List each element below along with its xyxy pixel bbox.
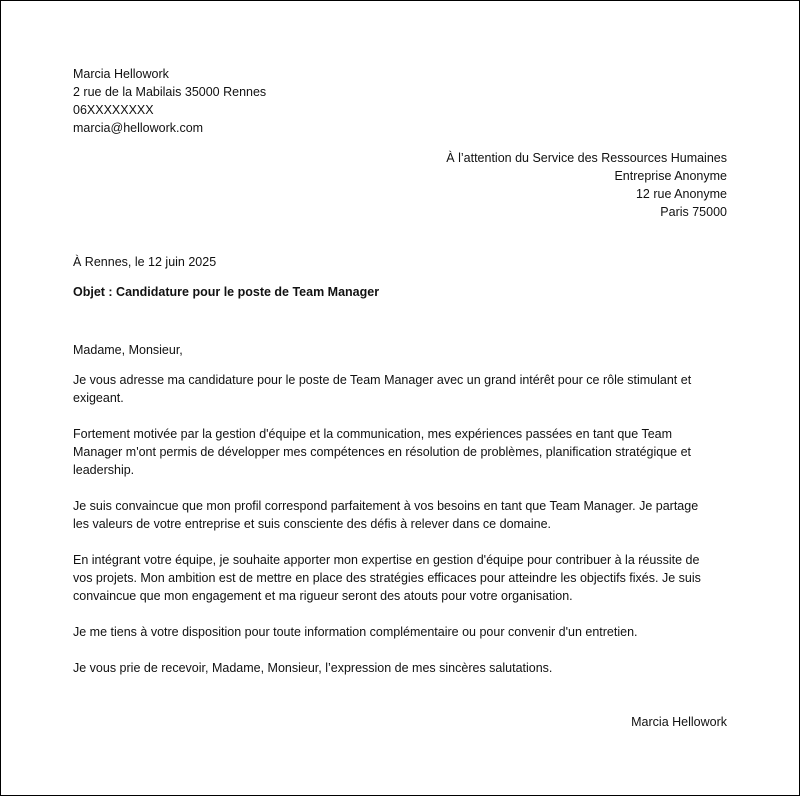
paragraph-line: Manager m'ont permis de développer mes compétences en résolution de problèmes, planification stratégique et bbox=[73, 445, 692, 459]
recipient-street: 12 rue Anonyme bbox=[635, 187, 727, 201]
sender-address: 2 rue de la Mabilais 35000 Rennes bbox=[73, 85, 267, 99]
recipient-company: Entreprise Anonyme bbox=[614, 169, 727, 183]
sender-block bbox=[73, 65, 727, 137]
paragraph-line: En intégrant votre équipe, je souhaite apporter mon expertise en gestion d'équipe pour contribuer à la réussite de bbox=[73, 553, 700, 567]
paragraph-line: convaincue que mon engagement et ma rigueur seront des atouts pour votre organisation. bbox=[73, 589, 573, 603]
paragraph-line: exigeant. bbox=[73, 391, 124, 405]
date-line: À Rennes, le 12 juin 2025 bbox=[73, 255, 217, 269]
subject-line: Objet : Candidature pour le poste de Team Manager bbox=[73, 285, 380, 299]
sender-phone: 06XXXXXXXX bbox=[73, 103, 154, 117]
paragraph-4 bbox=[73, 551, 727, 605]
recipient-block bbox=[73, 149, 727, 221]
paragraph-line: Je me tiens à votre disposition pour toute information complémentaire ou pour convenir d'un entretien. bbox=[73, 625, 638, 639]
sender-email: marcia@hellowork.com bbox=[73, 121, 204, 135]
paragraph-6 bbox=[73, 659, 727, 677]
paragraph-5 bbox=[73, 623, 727, 641]
salutation: Madame, Monsieur, bbox=[73, 343, 183, 357]
recipient-attention: À l’attention du Service des Ressources Humaines bbox=[446, 151, 727, 165]
paragraph-line: les valeurs de votre entreprise et suis consciente des défis à relever dans ce domaine. bbox=[73, 517, 552, 531]
letter-content bbox=[73, 65, 727, 731]
paragraph-line: leadership. bbox=[73, 463, 135, 477]
paragraph-2 bbox=[73, 425, 727, 479]
paragraph-line: vos projets. Mon ambition est de mettre en place des stratégies efficaces pour atteindre les objectifs fixés. Je suis bbox=[73, 571, 701, 585]
paragraph-line: Je vous adresse ma candidature pour le poste de Team Manager avec un grand intérêt pour ce rôle stimulant et bbox=[73, 373, 692, 387]
paragraph-1 bbox=[73, 371, 727, 407]
sender-name: Marcia Hellowork bbox=[73, 67, 169, 81]
paragraph-line: Fortement motivée par la gestion d'équipe et la communication, mes expériences passées en tant que Team bbox=[73, 427, 673, 441]
paragraph-3 bbox=[73, 497, 727, 533]
paragraph-line: Je suis convaincue que mon profil correspond parfaitement à vos besoins en tant que Team Manager. Je partage bbox=[73, 499, 699, 513]
recipient-city: Paris 75000 bbox=[660, 205, 727, 219]
signature: Marcia Hellowork bbox=[631, 715, 727, 729]
paragraph-line: Je vous prie de recevoir, Madame, Monsieur, l’expression de mes sincères salutations. bbox=[73, 661, 553, 675]
